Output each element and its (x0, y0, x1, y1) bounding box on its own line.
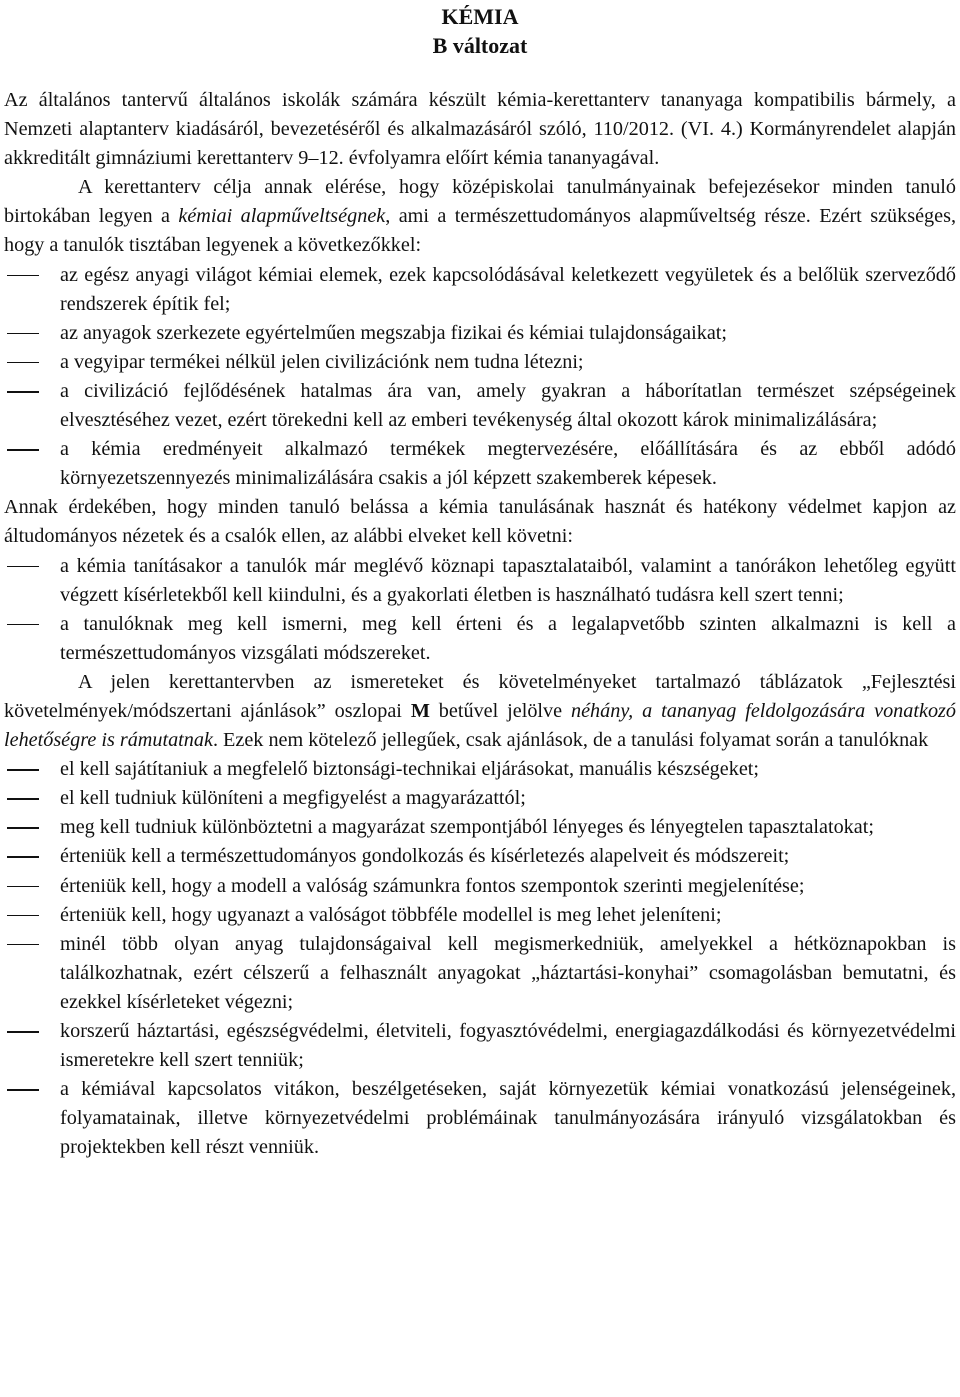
intro-paragraph: Az általános tantervű általános iskolák számára készült kémia-kerettanterv tananyaga kompatibilis bármely, a Nemzeti alaptanterv kiadásáról, bevezetéséről és alkalmazásáról szóló, 110/2012. (VI. 4.) Kormányrendelet alapján akkreditált gimnáziumi kerettanterv 9–12. évfolyamra előírt kémia tananyagával. (4, 89, 956, 170)
list-item: a tanulóknak meg kell ismerni, meg kell érteni és a legalapvetőbb szinten alkalmazni is kell a természettudományos vizsgálati módszereket. (4, 610, 956, 668)
list-item: a kémia eredményeit alkalmazó termékek megtervezésére, előállítására és az ebből adódó környezetszennyezés minimalizálására csakis a jól képzett szakemberek képesek. (4, 435, 956, 493)
document-title: KÉMIA (441, 4, 519, 29)
marker-letter: M (410, 699, 430, 722)
list-item: érteniük kell, hogy ugyanazt a valóságot többféle modellel is meg lehet jeleníteni; (4, 901, 956, 930)
list-item: érteniük kell a természettudományos gondolkozás és kísérletezés alapelveit és módszereit; (4, 842, 956, 871)
document-subtitle: B változat (432, 33, 528, 58)
list-item: a civilizáció fejlődésének hatalmas ára van, amely gyakran a háborítatlan természet szépségeinek elvesztéséhez vezet, ezért törekedni kell az emberi tevékenység által okozott károk minimalizálására; (4, 377, 956, 435)
goal-text-start: A kerettanterv célja annak elérése, hogy középiskolai tanulmányainak befejezésekor minden tanuló birtokában legyen a (4, 176, 956, 228)
list-item: el kell tudniuk különíteni a megfigyelést a magyarázattól; (4, 784, 956, 813)
list-item: korszerű háztartási, egészségvédelmi, életviteli, fogyasztóvédelmi, energiagazdálkodási és környezetvédelmi ismeretekre kell szert tenniük; (4, 1017, 956, 1075)
list-item: a kémiával kapcsolatos vitákon, beszélgetéseken, saját környezetük kémiai vonatkozású jelenségeinek, folyamatainak, illetve környezetvédelmi problémáinak tanulmányozására irányuló vizsgálatokban és projektekben kell részt venniük. (4, 1075, 956, 1162)
list-item: érteniük kell, hogy a modell a valóság számunkra fontos szempontok szerinti megjelenítése; (4, 872, 956, 901)
recommendations-text-3: . Ezek nem kötelező jellegűek, csak ajánlások, de a tanulási folyamat során a tanulóknak (212, 729, 929, 752)
list-item: el kell sajátítaniuk a megfelelő biztonsági-technikai eljárásokat, manuális készségeket; (4, 755, 956, 784)
recommendations-text-1: A jelen kerettantervben az ismereteket és követelményeket tartalmazó táblázatok „Fejlesztési követelmények/módszertani ajánlások” oszlopai (4, 670, 956, 722)
goal-emphasis: kémiai alapműveltségnek (178, 205, 386, 228)
list-item: az anyagok szerkezete egyértelműen megszabja fizikai és kémiai tulajdonságaikat; (4, 319, 956, 348)
recommendations-text-2: betűvel jelölve (429, 699, 571, 722)
list-item: az egész anyagi világot kémiai elemek, ezek kapcsolódásával keletkezett vegyületek és a belőlük szerveződő rendszerek építik fel; (4, 261, 956, 319)
goal-text-end: , ami a természettudományos alapműveltség része. Ezért szükséges, hogy a tanulók tisztában legyenek a következőkkel: (4, 205, 956, 257)
list-item: meg kell tudniuk különböztetni a magyarázat szempontjából lényeges és lényegtelen tapasztalatokat; (4, 813, 956, 842)
recommendations-emphasis: néhány, a tananyag feldolgozására vonatkozó lehetőségre is rámutatnak (4, 699, 956, 752)
recommendations-paragraph (4, 668, 956, 755)
skills-list (4, 755, 956, 1162)
list-item: minél több olyan anyag tulajdonságaival kell megismerkedniük, amelyekkel a hétköznapokban is találkozhatnak, ezért célszerű a felhasznált anyagokat „háztartási-konyhai” csomagolásban bemutatni, és ezekkel kísérleteket végezni; (4, 930, 956, 1017)
list-item: a kémia tanításakor a tanulók már meglévő köznapi tapasztalataiból, valamint a tanórákon lehetőleg együtt végzett kísérletekből kell kiindulni, és a gyakorlati életben is használható tudásra kell szert tenni; (4, 552, 956, 610)
principles-list (4, 552, 956, 668)
principles-paragraph: Annak érdekében, hogy minden tanuló belássa a kémia tanulásának hasznát és hatékony védelmet kapjon az áltudományos nézetek és a csalók ellen, az alábbi elveket kell követni: (4, 496, 956, 548)
list-item: a vegyipar termékei nélkül jelen civilizációnk nem tudna létezni; (4, 348, 956, 377)
knowledge-list (4, 261, 956, 494)
goal-paragraph (4, 173, 956, 260)
